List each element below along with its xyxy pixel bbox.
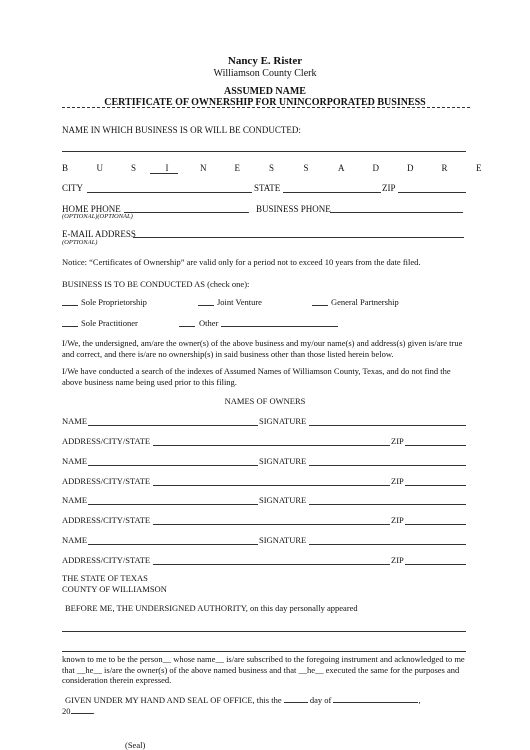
email-optional-note: (OPTIONAL) — [62, 239, 98, 246]
owner-zip-field[interactable] — [405, 564, 466, 565]
owner-signature-label: SIGNATURE — [259, 456, 307, 466]
other-label: Other — [199, 318, 219, 328]
appeared-name-field-2[interactable] — [62, 651, 466, 652]
other-field[interactable] — [221, 326, 338, 327]
owner-zip-label: ZIP — [391, 476, 404, 486]
month-field[interactable] — [333, 694, 418, 703]
owner-zip-label: ZIP — [391, 555, 404, 565]
business-name-label: NAME IN WHICH BUSINESS IS OR WILL BE CONDUCTED: — [62, 125, 301, 135]
owner-signature-field[interactable] — [309, 504, 466, 505]
zip-field[interactable] — [398, 192, 466, 193]
sole-proprietorship-checkbox[interactable] — [62, 305, 78, 306]
owner-zip-field[interactable] — [405, 524, 466, 525]
owner-signature-field[interactable] — [309, 465, 466, 466]
owner-address-label: ADDRESS/CITY/STATE — [62, 476, 151, 486]
owner-zip-label: ZIP — [391, 515, 404, 525]
state-of-texas: THE STATE OF TEXAS — [62, 573, 148, 583]
owner-zip-label: ZIP — [391, 436, 404, 446]
seal-label: (Seal) — [125, 740, 146, 750]
business-phone-label: BUSINESS PHONE — [256, 204, 331, 214]
county-of-williamson: COUNTY OF WILLIAMSON — [62, 584, 167, 594]
sole-practitioner-checkbox[interactable] — [62, 326, 78, 327]
owner-name-field[interactable] — [88, 425, 258, 426]
owner-name-field[interactable] — [88, 544, 258, 545]
home-phone-field[interactable] — [124, 212, 249, 213]
owner-address-field[interactable] — [153, 524, 390, 525]
business-phone-field[interactable] — [330, 212, 463, 213]
owner-address-label: ADDRESS/CITY/STATE — [62, 436, 151, 446]
owner-name-label: NAME — [62, 456, 88, 466]
form-title: ASSUMED NAME — [224, 86, 306, 97]
owners-heading: NAMES OF OWNERS — [224, 396, 306, 406]
owner-name-label: NAME — [62, 416, 88, 426]
form-subtitle: CERTIFICATE OF OWNERSHIP FOR UNINCORPORATED BUSINESS — [104, 97, 426, 108]
clerk-name: Nancy E. Rister — [227, 55, 303, 67]
owner-name-field[interactable] — [88, 465, 258, 466]
business-address-field[interactable] — [150, 173, 178, 174]
joint-venture-label: Joint Venture — [217, 297, 262, 307]
other-checkbox[interactable] — [179, 326, 195, 327]
owner-zip-field[interactable] — [405, 485, 466, 486]
phone-optional-note: (OPTIONAL)(OPTIONAL) — [62, 213, 133, 220]
state-label: STATE — [254, 183, 281, 193]
year-line: 20 . — [62, 706, 95, 716]
business-name-field[interactable] — [62, 151, 466, 152]
given-under-hand-line: GIVEN UNDER MY HAND AND SEAL OF OFFICE, this the day of , — [65, 695, 421, 705]
owner-signature-field[interactable] — [309, 425, 466, 426]
year-field[interactable] — [71, 705, 93, 714]
owner-name-label: NAME — [62, 535, 88, 545]
owner-name-field[interactable] — [88, 504, 258, 505]
email-field[interactable] — [133, 237, 464, 238]
owner-signature-field[interactable] — [309, 544, 466, 545]
home-phone-label: HOME PHONE — [62, 204, 121, 214]
city-field[interactable] — [87, 192, 252, 193]
before-me-text: BEFORE ME, THE UNDERSIGNED AUTHORITY, on this day personally appeared — [65, 603, 358, 613]
owner-signature-label: SIGNATURE — [259, 535, 307, 545]
general-partnership-checkbox[interactable] — [312, 305, 328, 306]
owner-address-field[interactable] — [153, 445, 390, 446]
owner-address-field[interactable] — [153, 485, 390, 486]
notice-text: Notice: “Certificates of Ownership” are valid only for a period not to exceed 10 years from the date filed. — [62, 257, 421, 267]
owner-address-label: ADDRESS/CITY/STATE — [62, 555, 151, 565]
joint-venture-checkbox[interactable] — [198, 305, 214, 306]
appeared-name-field[interactable] — [62, 631, 466, 632]
day-field[interactable] — [284, 694, 308, 703]
conducted-as-label: BUSINESS IS TO BE CONDUCTED AS (check one): — [62, 279, 250, 289]
owner-zip-field[interactable] — [405, 445, 466, 446]
ownership-statement: I/We, the undersigned, am/are the owner(s) of the above business and my/our name(s) and address(s) given is/are true and correct, and there is/are no ownership(s) in said business other than those listed herein below. — [62, 338, 463, 359]
sole-practitioner-label: Sole Practitioner — [81, 318, 138, 328]
email-label: E-MAIL ADDRESS — [62, 229, 136, 239]
sole-proprietorship-label: Sole Proprietorship — [81, 297, 147, 307]
owner-address-label: ADDRESS/CITY/STATE — [62, 515, 151, 525]
owner-address-field[interactable] — [153, 564, 390, 565]
clerk-office: Williamson County Clerk — [213, 68, 317, 79]
header-divider — [62, 107, 470, 108]
owner-signature-label: SIGNATURE — [259, 495, 307, 505]
business-address-label: B U S I N E S S A D D R E — [62, 163, 482, 173]
city-label: CITY — [62, 183, 83, 193]
state-field[interactable] — [283, 192, 381, 193]
acknowledgment-text: known to me to be the person__ whose name__ is/are subscribed to the foregoing instrument and acknowledged to me that __he__ is/are the owner(s) of the above named business and that __he__ executed the same for the purposes and consideration therein expressed. — [62, 654, 465, 685]
general-partnership-label: General Partnership — [331, 297, 399, 307]
zip-label: ZIP — [382, 183, 396, 193]
owner-signature-label: SIGNATURE — [259, 416, 307, 426]
search-statement: I/We have conducted a search of the indexes of Assumed Names of Williamson County, Texas, and do not find the above business name being used prior to this filing. — [62, 366, 451, 387]
owner-name-label: NAME — [62, 495, 88, 505]
